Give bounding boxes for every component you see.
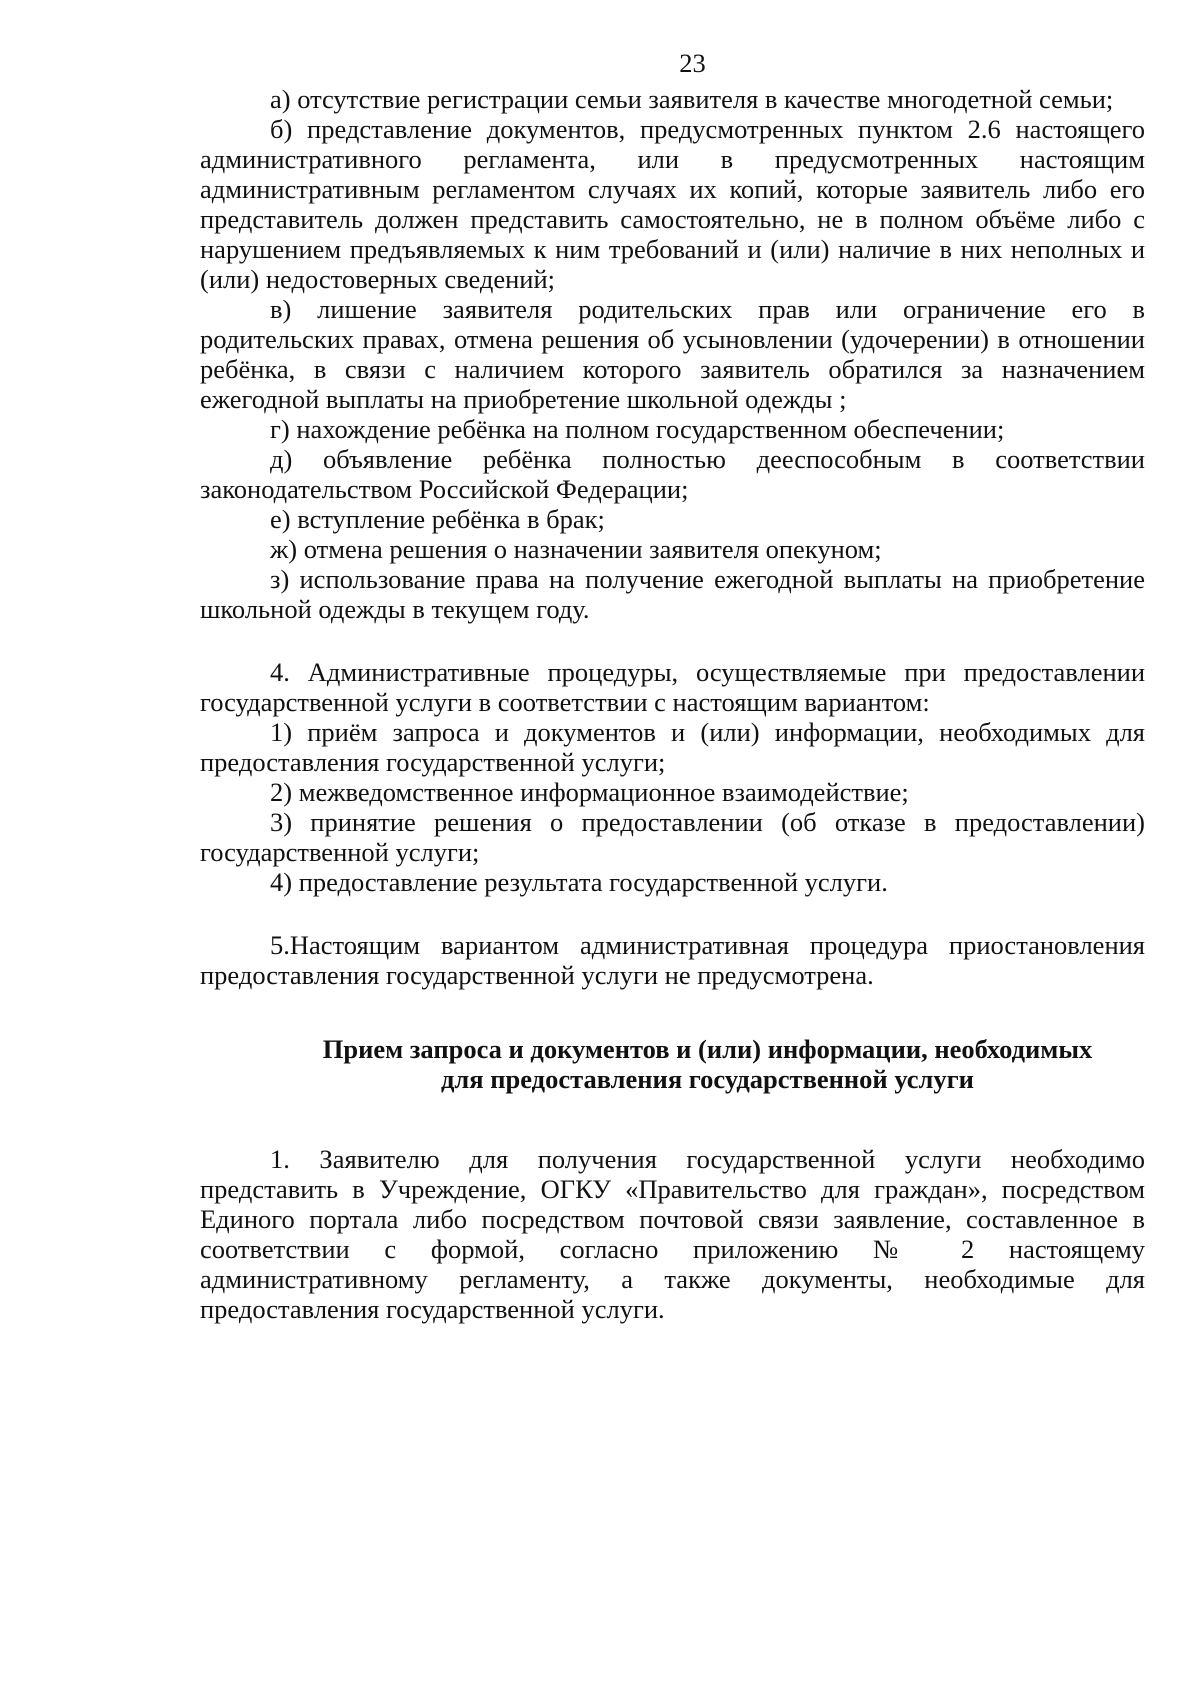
refusal-ground-b: б) представление документов, предусмотренных пунктом 2.6 настоящего административного регламента, или в предусмотренных настоящим административным регламентом случаях их копий, которые заявитель либо его представитель должен представить самостоятельно, не в полном объёме либо с нарушением предъявляемых к ним требований и (или) наличие в них неполных и (или) недостоверных сведений;: [200, 114, 1145, 294]
procedure-item-2: 2) межведомственное информационное взаимодействие;: [270, 777, 909, 807]
section-heading-line-1: Прием запроса и документов и (или) информации, необходимых: [322, 1034, 1093, 1064]
refusal-ground-a: а) отсутствие регистрации семьи заявителя в качестве многодетной семьи;: [270, 84, 1114, 114]
refusal-ground-e: е) вступление ребёнка в брак;: [270, 504, 605, 534]
procedures-intro: 4. Административные процедуры, осуществляемые при предоставлении государственной услуги в соответствии с настоящим вариантом:: [200, 657, 1145, 717]
refusal-ground-g: г) нахождение ребёнка на полном государственном обеспечении;: [270, 414, 1005, 444]
refusal-ground-d: д) объявление ребёнка полностью дееспособным в соответствии законодательством Российской Федерации;: [200, 444, 1145, 504]
procedure-item-1: 1) приём запроса и документов и (или) информации, необходимых для предоставления государственной услуги;: [200, 717, 1145, 777]
section-heading: [200, 1034, 1145, 1094]
procedures-list: [200, 717, 1145, 897]
section-heading-line-2: для предоставления государственной услуги: [441, 1064, 974, 1094]
document-page: [200, 48, 1145, 1324]
refusal-ground-v: в) лишение заявителя родительских прав или ограничение его в родительских правах, отмена решения об усыновлении (удочерении) в отношении ребёнка, в связи с наличием которого заявитель обратился за назначением ежегодной выплаты на приобретение школьной одежды ;: [200, 294, 1145, 414]
section-paragraph: 1. Заявителю для получения государственной услуги необходимо представить в Учреждение, ОГКУ «Правительство для граждан», посредством Единого портала либо посредством почтовой связи заявление, составленное в соответствии с формой, согласно приложению № 2 настоящему административному регламенту, а также документы, необходимые для предоставления государственной услуги.: [200, 1144, 1145, 1324]
refusal-ground-z: з) использование права на получение ежегодной выплаты на приобретение школьной одежды в текущем году.: [200, 564, 1145, 624]
refusal-ground-zh: ж) отмена решения о назначении заявителя опекуном;: [270, 534, 882, 564]
page-number: 23: [679, 48, 706, 78]
suspension-note: 5.Настоящим вариантом административная процедура приостановления предоставления государственной услуги не предусмотрена.: [200, 930, 1145, 990]
procedure-item-4: 4) предоставление результата государственной услуги.: [270, 867, 888, 897]
refusal-grounds-list: [200, 84, 1145, 624]
procedure-item-3: 3) принятие решения о предоставлении (об отказе в предоставлении) государственной услуги;: [200, 807, 1145, 867]
